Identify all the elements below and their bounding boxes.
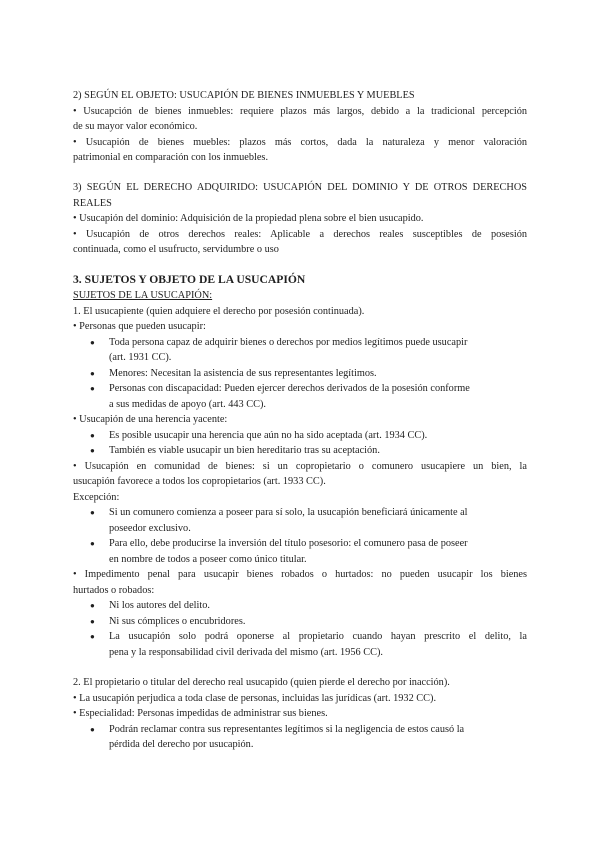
list-item-text: a sus medidas de apoyo (art. 443 CC).	[109, 398, 266, 410]
paragraph-otros-derechos-l2: continuada, como el usufructo, servidumbre o uso	[73, 244, 279, 255]
list-item	[73, 505, 527, 521]
list-item-text: pena y la responsabilidad civil derivada del mismo (art. 1956 CC).	[109, 646, 383, 658]
paragraph-inmuebles-l2: de su mayor valor económico.	[73, 121, 198, 132]
section-title-derecho-l1: 3) SEGÚN EL DERECHO ADQUIRIDO: USUCAPIÓN DEL DOMINIO Y DE OTROS DERECHOS	[73, 182, 527, 193]
paragraph-inmuebles-l1: • Usucapción de bienes inmuebles: requiere plazos más largos, debido a la tradicional percepción	[73, 105, 527, 117]
list-item	[73, 552, 527, 568]
list-item	[73, 443, 527, 459]
paragraph-propietario: 2. El propietario o titular del derecho real usucapido (quien pierde el derecho por inacción).	[73, 677, 450, 688]
list-item	[73, 722, 527, 738]
bullet-icon: ●	[90, 430, 95, 440]
list-item	[73, 366, 527, 382]
paragraph-muebles-l2: patrimonial en comparación con los inmuebles.	[73, 152, 269, 163]
list-item-text: Es posible usucapir una herencia que aún no ha sido aceptada (art. 1934 CC).	[109, 429, 428, 441]
paragraph-pueden-usucapir: • Personas que pueden usucapir:	[73, 321, 206, 332]
paragraph-otros-derechos-l1: • Usucapión de otros derechos reales: Aplicable a derechos reales susceptibles de posesión	[73, 228, 527, 240]
paragraph-excepcion: Excepción:	[73, 491, 120, 503]
list-item	[73, 536, 527, 552]
paragraph-especialidad: • Especialidad: Personas impedidas de administrar sus bienes.	[73, 708, 328, 719]
list-item	[73, 350, 527, 366]
list-item-text: La usucapión solo podrá oponerse al propietario cuando hayan prescrito el delito, la	[109, 631, 527, 642]
bullet-icon: ●	[90, 508, 95, 517]
bullet-icon: ●	[90, 446, 95, 455]
section-derecho-adquirido	[73, 180, 527, 258]
paragraph-dominio: • Usucapión del dominio: Adquisición de la propiedad plena sobre el bien usucapido.	[73, 213, 424, 224]
bullet-icon: ●	[90, 616, 95, 626]
subheading-sujetos: SUJETOS DE LA USUCAPIÓN:	[73, 290, 213, 301]
bullet-icon: ●	[90, 632, 95, 641]
list-item	[73, 381, 527, 397]
section-title-derecho-l2: REALES	[73, 197, 112, 209]
list-item	[73, 737, 527, 753]
bullet-icon: ●	[90, 539, 95, 548]
heading-sujetos-objeto: 3. SUJETOS Y OBJETO DE LA USUCAPIÓN	[73, 273, 306, 286]
paragraph-muebles-l1: • Usucapión de bienes muebles: plazos más cortos, dada la naturaleza y menor valoración	[73, 136, 527, 148]
list-herencia	[73, 428, 527, 459]
list-item-text: Si un comunero comienza a poseer para sí solo, la usucapión beneficiará únicamente al	[109, 507, 468, 518]
list-item-text: Toda persona capaz de adquirir bienes o derechos por medios legítimos puede usucapir	[109, 336, 468, 348]
paragraph-comunidad-l2: usucapión favorece a todos los copropietarios (art. 1933 CC).	[73, 476, 326, 487]
list-item-text: Menores: Necesitan la asistencia de sus representantes legítimos.	[109, 367, 377, 379]
list-item-text: Ni los autores del delito.	[109, 600, 210, 611]
bullet-icon: ●	[90, 384, 95, 393]
list-item	[73, 614, 527, 630]
bullet-icon: ●	[90, 337, 95, 347]
paragraph-perjudica: • La usucapión perjudica a toda clase de personas, incluidas las jurídicas (art. 1932 CC).	[73, 692, 437, 704]
paragraph-impedimento-l1: • Impedimento penal para usucapir bienes robados o hurtados: no pueden usucapir los bienes	[73, 569, 527, 580]
list-item-text: Para ello, debe producirse la inversión del título posesorio: el comunero pasa de poseer	[109, 538, 468, 549]
list-item	[73, 629, 527, 645]
paragraph-impedimento-l2: hurtados o robados:	[73, 584, 155, 596]
list-impedimento	[73, 598, 527, 660]
list-item-text: poseedor exclusivo.	[109, 522, 191, 534]
list-item	[73, 335, 527, 351]
paragraph-herencia: • Usucapión de una herencia yacente:	[73, 414, 228, 425]
list-item	[73, 428, 527, 444]
paragraph-usucapiente: 1. El usucapiente (quien adquiere el derecho por posesión continuada).	[73, 305, 365, 317]
list-pueden	[73, 335, 527, 413]
section-sujetos	[73, 272, 527, 753]
list-item	[73, 645, 527, 661]
list-item-text: Personas con discapacidad: Pueden ejercer derechos derivados de la posesión conforme	[109, 383, 470, 394]
list-item	[73, 521, 527, 537]
list-item-text: Podrán reclamar contra sus representantes legítimos si la negligencia de estos causó la	[109, 723, 465, 735]
list-excepcion	[73, 505, 527, 567]
section-title-objeto: 2) SEGÚN EL OBJETO: USUCAPIÓN DE BIENES INMUEBLES Y MUEBLES	[73, 90, 415, 101]
paragraph-comunidad-l1: • Usucapión en comunidad de bienes: si un copropietario o comunero usucapiere un bien, la	[73, 460, 527, 472]
list-item-text: en nombre de todos a poseer como único titular.	[109, 553, 307, 565]
list-item-text: pérdida del derecho por usucapión.	[109, 739, 254, 750]
bullet-icon: ●	[90, 601, 95, 610]
list-item-text: También es viable usucapir un bien hereditario tras su aceptación.	[109, 445, 380, 456]
bullet-icon: ●	[90, 724, 95, 734]
list-especialidad	[73, 722, 527, 753]
section-objeto	[73, 88, 527, 166]
list-item	[73, 598, 527, 614]
list-item-text: (art. 1931 CC).	[109, 352, 172, 363]
bullet-icon: ●	[90, 368, 95, 378]
list-item-text: Ni sus cómplices o encubridores.	[109, 615, 246, 627]
list-item	[73, 397, 527, 413]
